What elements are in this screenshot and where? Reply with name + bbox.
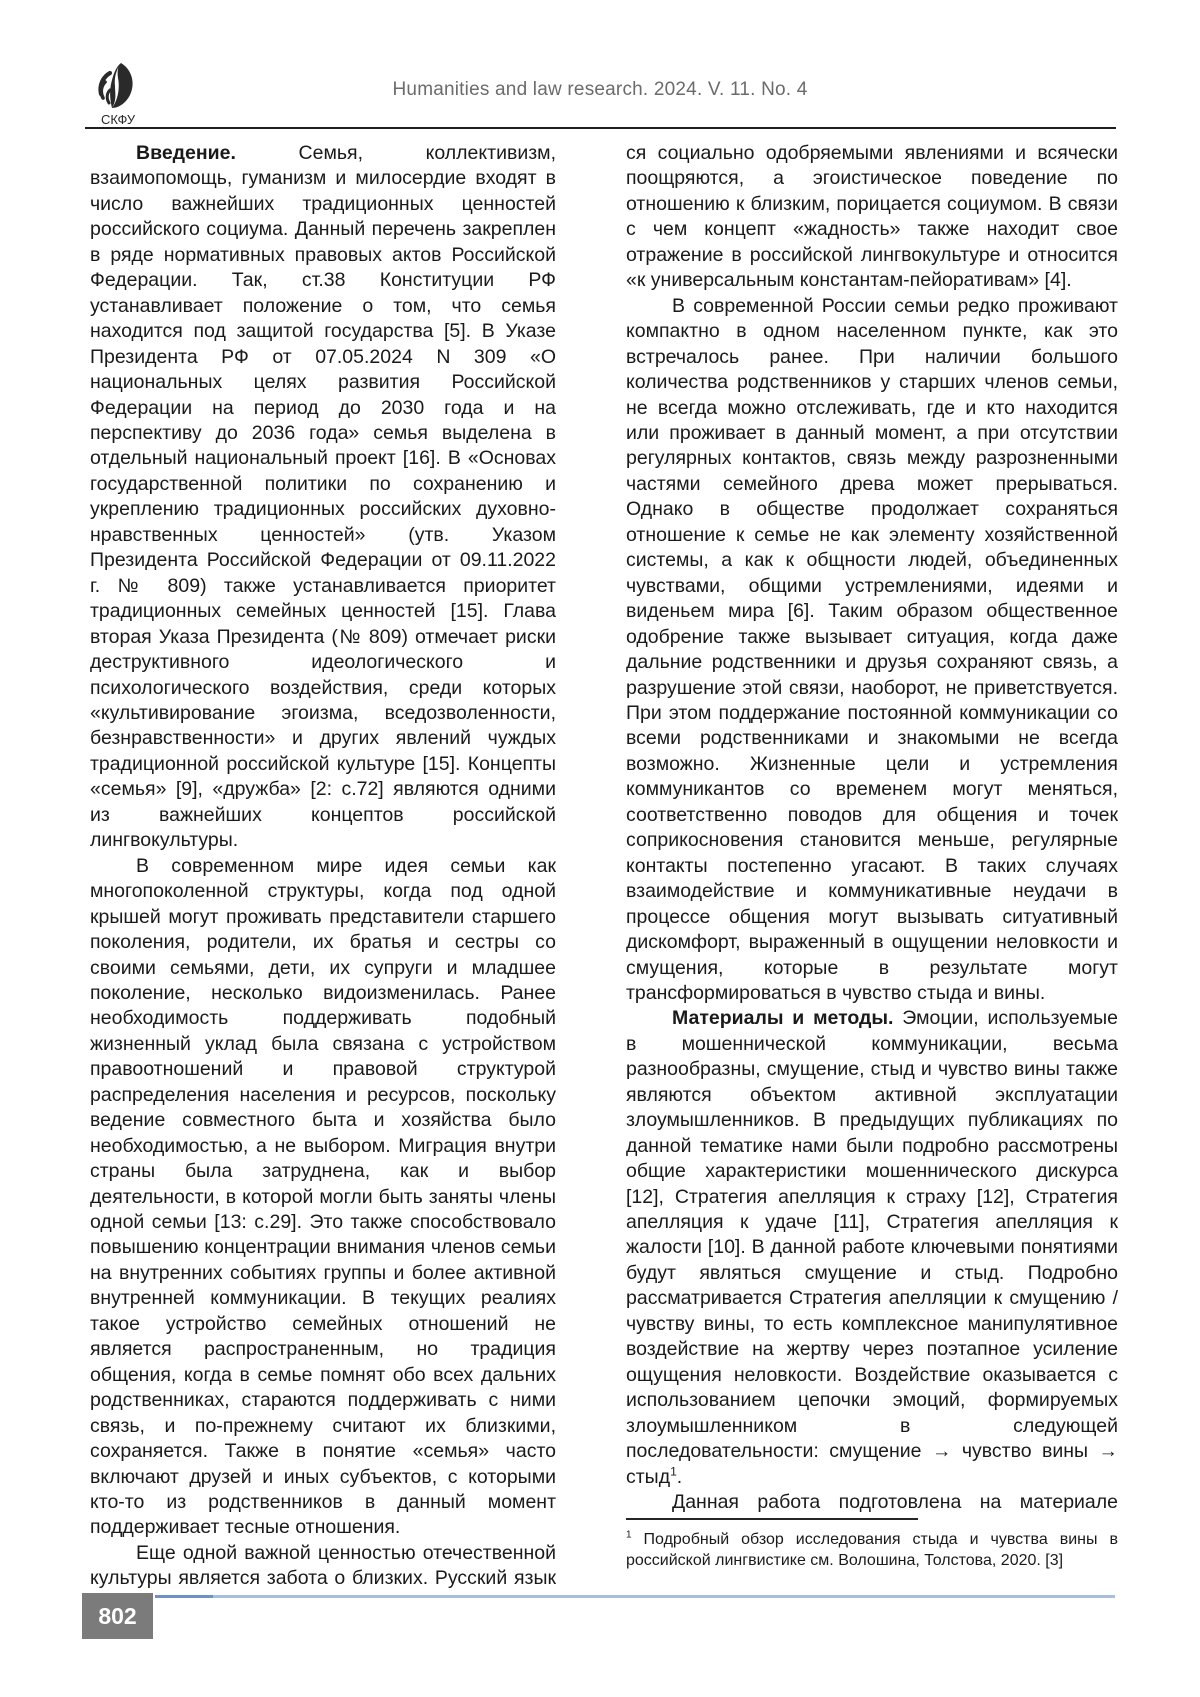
paragraph-materials-methods bbox=[626, 1006, 1118, 1490]
left-column bbox=[90, 141, 556, 1589]
paragraph-continuation: ся социально одобряемыми явлениями и всячески поощряются, а эгоистическое поведение по отношению к близким, порицается социумом. В связи с чем концепт «жадность» также находит свое отражение в российской лингвокультуре и относится «к универсальным константам-пейоративам» [4]. bbox=[626, 142, 1118, 292]
journal-title: Humanities and law research. 2024. V. 11. No. 4 bbox=[392, 79, 808, 100]
paragraph-text: Семья, коллективизм, взаимопомощь, гуманизм и милосердие входят в число важнейших традиционных ценностей российского социума. Данный перечень закреплен в ряде нормативных правовых актов Российской Федерации. Так, ст.38 Конституции РФ устанавливает положение о том, что семья находится под защитой государства [5]. В Указе Президента РФ от 07.05.2024 N 309 «О национальных целях развития Российской Федерации на период до 2030 года и на перспективу до 2036 года» семья выделена в отдельный национальный проект [16]. В «Основах государственной политики по сохранению и укреплению традиционных российских духовно-нравственных ценностей» (утв. Указом Президента Российской Федерации от 09.11.2022 г. № 809) также устанавливается приоритет традиционных семейных ценностей [15]. Глава вторая Указа Президента (№ 809) отмечает риски деструктивного идеологического и психологического воздействия, среди которых «культивирование эгоизма, вседозволенности, безнравственности» и других явлений чуждых традиционной российской культуре [15]. Концепты «семья» [9], «дружба» [2: с.72] являются одними из важнейших концептов российской лингвокультуры. bbox=[90, 142, 556, 852]
section-heading-introduction: Введение. bbox=[136, 142, 236, 164]
footer-divider bbox=[155, 1595, 1115, 1598]
logo-text: СКФУ bbox=[101, 112, 136, 127]
paragraph-modern-russia: В современной России семьи редко проживают компактно в одном населенном пункте, как это встречалось ранее. При наличии большого количества родственников у старших членов семьи, не всегда можно отслеживать, где и кто находится или проживает в данный момент, а при отсутствии регулярных контактов, связь между разрозненными частями семейного древа может прерываться. Однако в обществе продолжает сохраняться отношение к семье не как элементу хозяйственной системы, а как к общности людей, объединенных чувствами, общими устремлениями, идеями и виденьем мира [6]. Таким образом общественное одобрение также вызывает ситуация, когда даже дальние родственники и друзья сохраняют связь, а разрушение этой связи, наоборот, не приветствуется. При этом поддержание постоянной коммуникации со всеми родственниками и знакомыми не всегда возможно. Жизненные цели и устремления коммуникантов со временем могут меняться, соответственно поводов для общения и точек соприкосновения становится меньше, регулярные контакты постепенно угасают. В таких случаях взаимодействие и коммуникативные неудачи в процессе общения могут вызывать ситуативный дискомфорт, выраженный в ощущении неловкости и смущения, которые в результате могут трансформироваться в чувство стыда и вины. bbox=[626, 294, 1118, 1004]
paragraph-text: Эмоции, используемые в мошеннической коммуникации, весьма разнообразны, смущение, стыд и чувство вины также являются объектом активной эксплуатации злоумышленников. В предыдущих публикациях по данной тематике нами были подробно рассмотрены общие характеристики мошеннического дискурса [12], Стратегия апелляция к страху [12], Стратегия апелляция к удаче [11], Стратегия апелляция к жалости [10]. В данной работе ключевыми понятиями будут являться смущение и стыд. Подробно рассматривается Стратегия апелляции к смущению / чувству вины, то есть комплексное манипулятивное воздействие на жертву через поэтапное усиление ощущения неловкости. Воздействие оказывается с использованием цепочки эмоций, формируемых злоумышленником в следующей последовательности: смущение → чувство вины → стыд bbox=[626, 1007, 1118, 1488]
paragraph-family-structure: В современном мире идея семьи как многопоколенной структуры, когда под одной крышей могут проживать представители старшего поколения, родители, их братья и сестры со своими семьями, дети, их супруги и младшее поколение, несколько видоизменилась. Ранее необходимость поддерживать подобный жизненный уклад была связана с устройством правоотношений и правовой структурой распределения населения и ресурсов, поскольку ведение совместного быта и хозяйства было необходимостью, а не выбором. Миграция внутри страны была затруднена, как и выбор деятельности, в которой могли быть заняты члены одной семьи [13: с.29]. Это также способствовало повышению концентрации внимания членов семьи на внутренних событиях группы и более активной внутренней коммуникации. В текущих реалиях такое устройство семейных отношений не является распространенным, но традиция общения, когда в семье помнят обо всех дальних родственниках, стараются поддерживать с ними связь, и по-прежнему считают их близкими, сохраняется. Также в понятие «семья» часто включают друзей и иных субъектов, с которыми кто-то из родственников в данный момент поддерживает тесные отношения. bbox=[90, 854, 556, 1539]
footnote-text bbox=[626, 1529, 1118, 1571]
paragraph-data-sources: Данная работа подготовлена на материале bbox=[672, 1491, 1118, 1513]
section-heading-materials-methods: Материалы и методы. bbox=[672, 1007, 894, 1030]
paragraph-introduction bbox=[90, 141, 556, 854]
page-number: 802 bbox=[82, 1593, 153, 1639]
footnote-divider bbox=[626, 1518, 918, 1520]
footnote-marker: 1 bbox=[626, 1529, 632, 1541]
footnote bbox=[626, 1514, 1118, 1571]
footnote-reference: 1 bbox=[670, 1464, 677, 1479]
header-divider bbox=[85, 127, 1116, 129]
footnote-body: Подробный обзор исследования стыда и чувства вины в российской лингвистике см. Волошина, Толстова, 2020. [3] bbox=[626, 1531, 1118, 1569]
paragraph-care-proverbs: Еще одной важной ценностью отечественной культуры является забота о близких. Русский язык bbox=[90, 1541, 556, 1589]
paragraph-text: . bbox=[676, 1465, 683, 1488]
right-column bbox=[626, 141, 1118, 1513]
